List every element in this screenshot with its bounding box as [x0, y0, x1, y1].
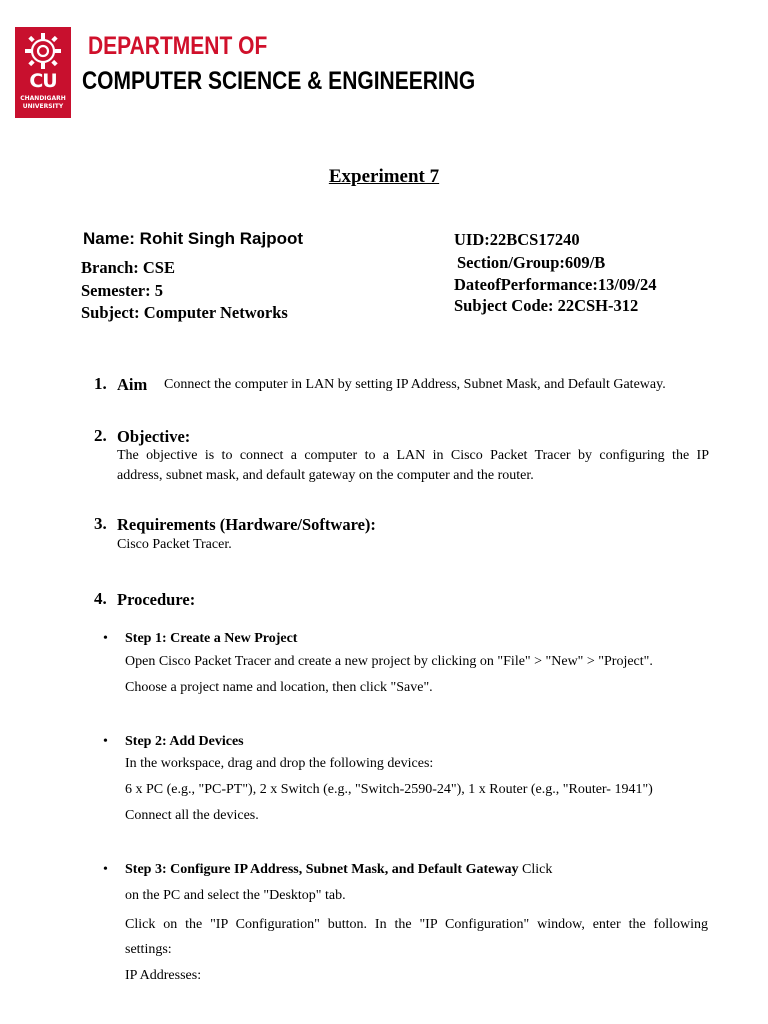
step-2-line-2: 6 x PC (e.g., "PC-PT"), 2 x Switch (e.g., "Switch-2590-24"), 1 x Router (e.g., "Router- 1941"): [125, 782, 653, 797]
bullet-step-1: •: [103, 631, 108, 646]
step-3-line-1: on the PC and select the "Desktop" tab.: [125, 888, 346, 903]
student-name: Name: Rohit Singh Rajpoot: [83, 229, 304, 248]
experiment-title: Experiment 7: [328, 166, 440, 187]
step-3-line-4: IP Addresses:: [125, 968, 202, 983]
logo-subtext-1: CHANDIGARH: [20, 95, 66, 102]
section-heading-aim: Aim: [117, 375, 148, 394]
step-1-line-2: Choose a project name and location, then click "Save".: [125, 680, 433, 695]
section-number-procedure: 4.: [94, 589, 107, 608]
logo-text: CU: [29, 70, 57, 92]
step-3-heading-tail: Click: [518, 862, 553, 877]
step-3-line-2: Click on the "IP Configuration" button. In the "IP Configuration" window, enter the following: [125, 917, 708, 932]
student-section: Section/Group:609/B: [457, 253, 606, 272]
department-heading-line2: COMPUTER SCIENCE & ENGINEERING: [82, 67, 476, 95]
objective-line-1: The objective is to connect a computer to a LAN in Cisco Packet Tracer by configuring the IP: [117, 448, 709, 463]
logo-subtext-2: UNIVERSITY: [22, 103, 64, 110]
step-2-line-1: In the workspace, drag and drop the following devices:: [125, 756, 434, 771]
requirements-text: Cisco Packet Tracer.: [117, 537, 232, 552]
bullet-step-3: •: [103, 862, 108, 877]
step-1-line-1: Open Cisco Packet Tracer and create a new project by clicking on "File" > "New" > "Project".: [125, 654, 653, 669]
section-number-aim: 1.: [94, 374, 107, 393]
step-2-heading: Step 2: Add Devices: [125, 734, 244, 749]
bullet-step-2: •: [103, 734, 108, 749]
university-logo: [15, 27, 71, 118]
step-2-line-3: Connect all the devices.: [125, 808, 259, 823]
subject-code: Subject Code: 22CSH-312: [454, 296, 639, 315]
experiment-title-wrap: [0, 166, 768, 188]
section-heading-procedure: Procedure:: [117, 590, 196, 609]
department-heading-line1: DEPARTMENT OF: [88, 32, 268, 60]
section-number-objective: 2.: [94, 426, 107, 445]
gear-emblem-icon: [22, 31, 64, 71]
student-subject: Subject: Computer Networks: [81, 303, 288, 322]
section-heading-objective: Objective:: [117, 427, 191, 446]
performance-date: DateofPerformance:13/09/24: [454, 275, 657, 294]
step-3-line-3: settings:: [125, 942, 172, 957]
section-number-requirements: 3.: [94, 514, 107, 533]
student-uid: UID:22BCS17240: [454, 230, 580, 249]
step-1-heading: Step 1: Create a New Project: [125, 631, 298, 646]
step-3-heading-line: [125, 862, 552, 878]
objective-line-2: address, subnet mask, and default gateway on the computer and the router.: [117, 468, 534, 483]
aim-text: Connect the computer in LAN by setting IP Address, Subnet Mask, and Default Gateway.: [164, 377, 666, 392]
student-branch: Branch: CSE: [81, 258, 175, 277]
section-heading-requirements: Requirements (Hardware/Software):: [117, 515, 376, 534]
student-semester: Semester: 5: [81, 281, 164, 300]
step-3-heading: Step 3: Configure IP Address, Subnet Mask, and Default Gateway: [125, 862, 519, 877]
